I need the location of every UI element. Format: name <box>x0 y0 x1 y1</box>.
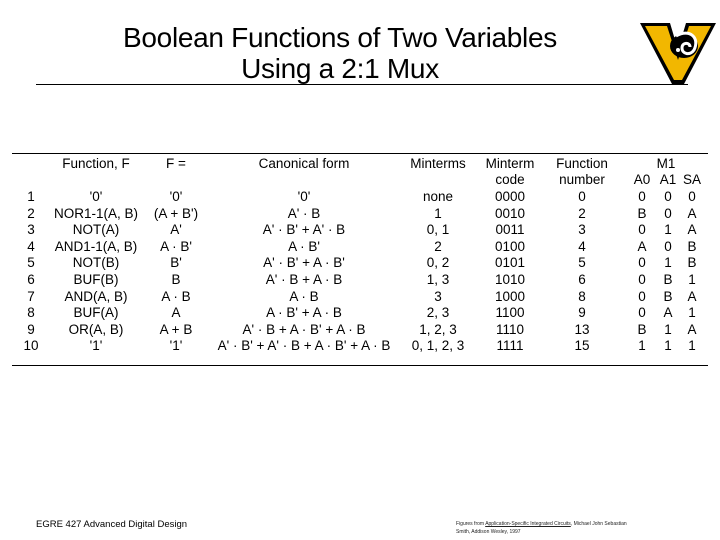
cell-minterms: 1, 3 <box>426 272 450 287</box>
cell-f: B <box>171 272 181 287</box>
table-top-border <box>12 153 708 154</box>
cell-code: 1100 <box>495 305 525 321</box>
cell-fnum: 6 <box>578 272 586 287</box>
cell-num: 5 <box>27 255 35 271</box>
header-a1: A1 <box>659 172 677 187</box>
cell-f: A <box>171 305 181 321</box>
cell-a0: 0 <box>638 189 646 204</box>
cell-canonical: A' · B + A · B <box>265 272 343 287</box>
cell-minterms: 1, 2, 3 <box>419 321 457 337</box>
cell-f: A · B <box>161 288 191 304</box>
cell-fnum: 5 <box>578 255 586 271</box>
header-minterms: Minterms <box>410 156 466 171</box>
cell-num: 8 <box>27 305 35 321</box>
cell-canonical: A' · B + A · B' + A · B <box>242 321 366 337</box>
cell-a1: 0 <box>664 238 672 254</box>
header-canonical-form: Canonical form <box>258 156 350 171</box>
cell-function: BUF(A) <box>73 305 119 321</box>
cell-num: 3 <box>27 222 35 238</box>
cell-minterms: 0, 2 <box>426 255 450 271</box>
cell-num: 1 <box>27 189 35 204</box>
cell-num: 9 <box>27 321 35 337</box>
vcu-ram-logo-icon <box>640 20 716 86</box>
cell-canonical: A · B' <box>288 238 320 254</box>
cell-code: 0010 <box>494 205 526 221</box>
cell-num: 7 <box>27 288 35 304</box>
cell-f: (A + B') <box>153 205 199 221</box>
cell-code: 0000 <box>494 189 526 204</box>
header-m1: M1 <box>656 156 676 171</box>
cell-canonical: A' · B' + A' · B <box>262 222 346 238</box>
cell-fnum: 13 <box>574 321 590 337</box>
cell-num: 10 <box>23 338 39 354</box>
cell-canonical: A' · B' + A · B' <box>263 255 345 271</box>
cell-a0: 1 <box>638 338 646 354</box>
cell-minterms: 3 <box>434 288 442 304</box>
cell-fnum: 0 <box>578 189 586 204</box>
credit-author: , Michael John Sebastian <box>570 521 627 527</box>
cell-minterms: none <box>422 189 454 204</box>
cell-minterms: 0, 1 <box>426 222 450 238</box>
cell-a0: 0 <box>638 222 646 238</box>
cell-function: NOT(A) <box>72 222 120 238</box>
cell-a0: 0 <box>638 255 646 271</box>
cell-f: '1' <box>169 338 183 354</box>
header-function-number-line1: Function <box>556 156 608 171</box>
cell-fnum: 15 <box>574 338 590 354</box>
credit-prefix: Figures from <box>456 521 486 527</box>
cell-minterms: 2 <box>434 238 442 254</box>
cell-function: NOT(B) <box>72 255 120 271</box>
cell-a0: A <box>637 238 647 254</box>
cell-sa: 1 <box>688 305 696 321</box>
cell-sa: B <box>687 255 697 271</box>
cell-f: B' <box>170 255 182 271</box>
footer-course: EGRE 427 Advanced Digital Design <box>36 519 188 530</box>
cell-canonical: A · B' + A · B <box>266 305 342 321</box>
cell-sa: B <box>687 238 697 254</box>
cell-fnum: 2 <box>578 205 586 221</box>
cell-fnum: 4 <box>578 238 586 254</box>
cell-a0: B <box>637 321 647 337</box>
cell-a1: 1 <box>664 338 672 354</box>
cell-a0: B <box>637 205 647 221</box>
table-bottom-border <box>12 365 708 366</box>
cell-code: 0101 <box>494 255 526 271</box>
cell-f: A' <box>170 222 182 238</box>
header-a0: A0 <box>633 172 651 187</box>
cell-fnum: 9 <box>578 305 586 321</box>
cell-f: '0' <box>169 189 183 204</box>
cell-code: 1010 <box>494 272 526 287</box>
cell-a0: 0 <box>638 272 646 287</box>
cell-sa: A <box>687 321 697 337</box>
credit-line-2: Smith, Addison Wesley, 1997 <box>456 529 521 535</box>
cell-a0: 0 <box>638 288 646 304</box>
credit-line-1 <box>456 520 627 528</box>
cell-a1: B <box>663 272 673 287</box>
slide-title <box>40 22 640 84</box>
cell-a1: A <box>663 305 673 321</box>
cell-function: OR(A, B) <box>68 321 124 337</box>
cell-a1: 1 <box>664 321 672 337</box>
cell-code: 1111 <box>496 338 524 354</box>
header-function-number-line2: number <box>559 172 605 187</box>
cell-canonical: A' · B' + A' · B + A · B' + A · B <box>217 338 391 354</box>
credit-book-title: Application-Specific Integrated Circuits <box>485 521 571 527</box>
cell-sa: 1 <box>688 338 696 354</box>
cell-canonical: A' · B <box>287 205 321 221</box>
cell-minterms: 2, 3 <box>426 305 450 321</box>
header-minterm-code-line1: Minterm <box>485 156 535 171</box>
cell-sa: A <box>687 288 697 304</box>
cell-function: AND(A, B) <box>64 288 128 304</box>
cell-f: A · B' <box>160 238 192 254</box>
cell-code: 0011 <box>495 222 525 238</box>
cell-sa: A <box>687 205 697 221</box>
cell-canonical: A · B <box>289 288 319 304</box>
cell-code: 1110 <box>495 321 525 337</box>
cell-a0: 0 <box>638 305 646 321</box>
boolean-function-table <box>12 153 708 367</box>
header-f-equals: F = <box>166 156 186 171</box>
cell-function: AND1-1(A, B) <box>54 238 138 254</box>
footer-credit <box>456 520 627 536</box>
cell-code: 1000 <box>494 288 526 304</box>
cell-a1: 0 <box>664 189 672 204</box>
cell-a1: 0 <box>664 205 672 221</box>
cell-f: A + B <box>159 321 193 337</box>
cell-sa: A <box>687 222 697 238</box>
cell-sa: 0 <box>688 189 696 204</box>
cell-minterms: 1 <box>434 205 442 221</box>
cell-function: '1' <box>89 338 103 354</box>
cell-num: 2 <box>27 205 35 221</box>
cell-num: 6 <box>27 272 35 287</box>
title-line-2: Using a 2:1 Mux <box>241 53 439 84</box>
cell-fnum: 3 <box>578 222 586 238</box>
cell-minterms: 0, 1, 2, 3 <box>411 338 465 354</box>
cell-a1: B <box>663 288 673 304</box>
header-function: Function, F <box>62 156 130 171</box>
cell-function: NOR1-1(A, B) <box>53 205 139 221</box>
cell-num: 4 <box>27 238 35 254</box>
cell-fnum: 8 <box>578 288 586 304</box>
cell-function: BUF(B) <box>73 272 119 287</box>
cell-function: '0' <box>89 189 103 204</box>
header-minterm-code-line2: code <box>495 172 525 187</box>
cell-canonical: '0' <box>297 189 311 204</box>
title-line-1: Boolean Functions of Two Variables <box>123 22 557 53</box>
cell-sa: 1 <box>688 272 696 287</box>
cell-a1: 1 <box>664 222 672 238</box>
header-sa: SA <box>682 172 702 187</box>
cell-a1: 1 <box>664 255 672 271</box>
cell-code: 0100 <box>494 238 526 254</box>
title-underline <box>36 84 688 85</box>
